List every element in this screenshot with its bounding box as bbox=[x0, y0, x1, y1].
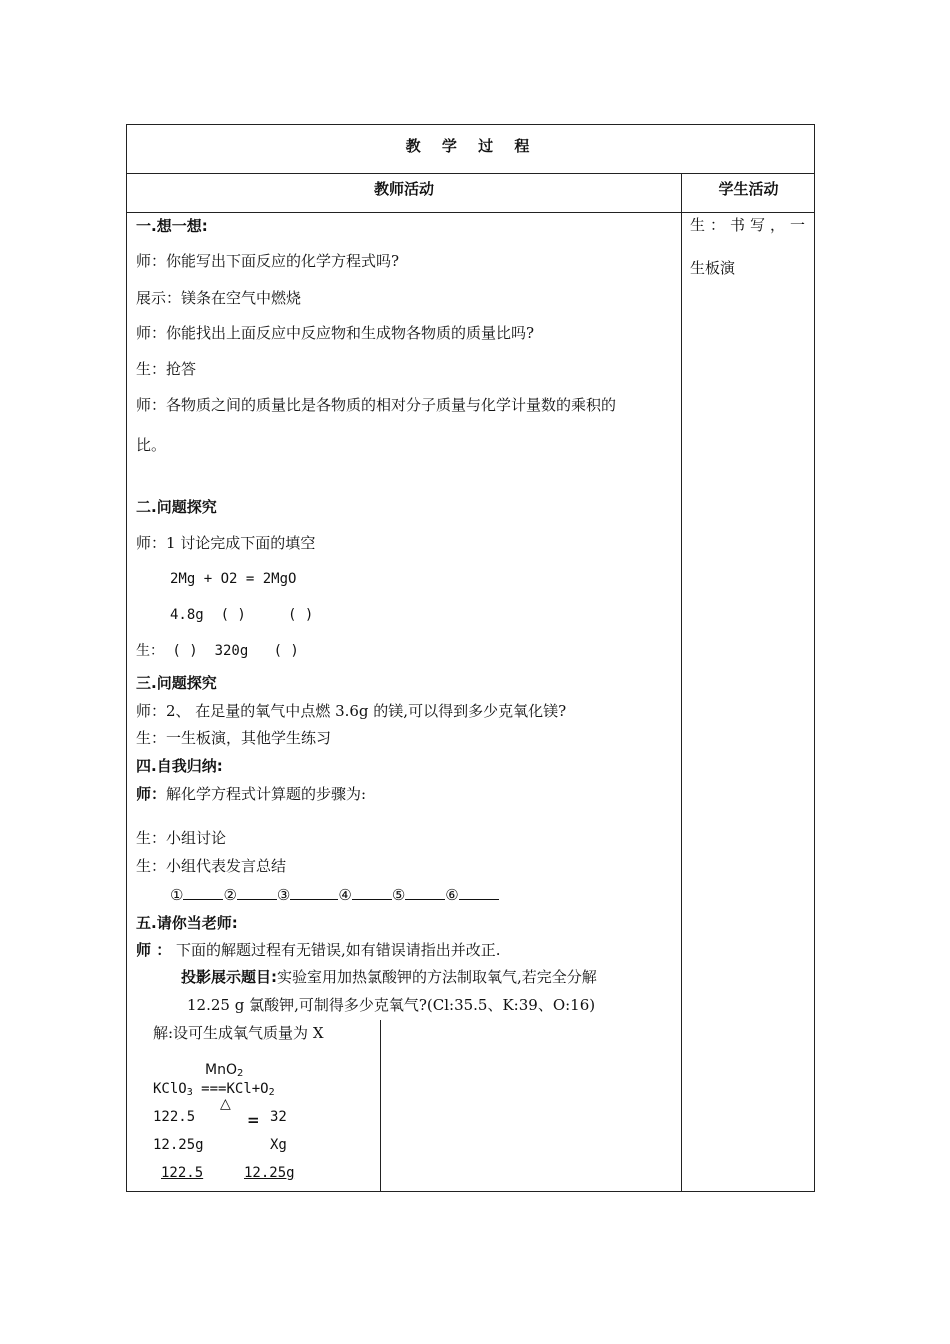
teacher-text: 解化学方程式计算题的步骤为: bbox=[166, 785, 367, 803]
ratio-value: 122.5 bbox=[161, 1165, 204, 1181]
step-marker: ① bbox=[170, 886, 184, 904]
solution-setup: 解:设可生成氧气质量为 X bbox=[153, 1024, 324, 1042]
text-line: 师：1 讨论完成下面的填空 bbox=[136, 534, 316, 552]
text-line: 展示：镁条在空气中燃烧 bbox=[136, 289, 302, 307]
ratio-value: 12.25g bbox=[244, 1165, 295, 1181]
teaching-process-table bbox=[126, 124, 815, 1192]
ratio-value: Xg bbox=[270, 1137, 287, 1153]
step-marker: ② bbox=[223, 886, 237, 904]
student-column-header: 学生活动 bbox=[718, 180, 779, 198]
blank-row: 生： ( ) 320g ( ) bbox=[136, 643, 299, 659]
section-heading: 一.想一想: bbox=[136, 217, 208, 235]
section-heading: 五.请你当老师: bbox=[136, 914, 238, 932]
ratio-value: 122.5 bbox=[153, 1109, 196, 1125]
text-line bbox=[136, 940, 501, 960]
text-line: 师：各物质之间的质量比是各物质的相对分子质量与化学计量数的乘积的 bbox=[136, 396, 617, 414]
text-line: 比。 bbox=[136, 436, 167, 454]
text-line: 生：小组讨论 bbox=[136, 829, 227, 847]
step-marker: ④ bbox=[338, 886, 352, 904]
teacher-text: 下面的解题过程有无错误,如有错误请指出并改正. bbox=[176, 941, 501, 959]
teacher-column-header: 教师活动 bbox=[373, 180, 434, 198]
catalyst-label: MnO$_2$ bbox=[205, 1062, 244, 1079]
header-divider bbox=[127, 212, 814, 213]
student-activity-line: 生板演 bbox=[690, 259, 736, 277]
reaction-equation: KClO$_3$ $===KCl+O_2$ bbox=[153, 1081, 275, 1098]
section-heading: 二.问题探究 bbox=[136, 498, 217, 516]
title-divider bbox=[127, 173, 814, 174]
step-marker: ⑥ bbox=[445, 886, 459, 904]
text-line: 生：小组代表发言总结 bbox=[136, 857, 287, 875]
section-heading: 三.问题探究 bbox=[136, 674, 217, 692]
task-text: 实验室用加热氯酸钾的方法制取氧气,若完全分解 bbox=[277, 968, 597, 986]
ratio-value: 32 bbox=[270, 1109, 287, 1125]
step-marker: ③ bbox=[276, 886, 291, 904]
task-line: 12.25 g 氯酸钾,可制得多少克氧气?(Cl:35.5、K:39、O:16) bbox=[187, 996, 596, 1014]
student-activity-line: 生：书写，一 bbox=[690, 216, 811, 234]
text-line: 师：2、 在足量的氧气中点燃 3.6g 的镁,可以得到多少克氧化镁? bbox=[136, 702, 567, 720]
task-label: 投影展示题目: bbox=[181, 968, 277, 986]
teacher-label: 师 ： bbox=[136, 941, 172, 959]
equation: 2Mg + O2 = 2MgO bbox=[170, 571, 297, 587]
step-marker: ⑤ bbox=[391, 886, 406, 904]
steps-blanks bbox=[170, 885, 499, 905]
heat-triangle: △ bbox=[220, 1096, 231, 1112]
section-heading: 四.自我归纳: bbox=[136, 757, 223, 775]
table-title: 教 学 过 程 bbox=[405, 137, 538, 155]
equals-sign: = bbox=[247, 1111, 260, 1129]
teacher-label: 师： bbox=[136, 785, 167, 803]
text-line: 师：你能写出下面反应的化学方程式吗? bbox=[136, 252, 400, 270]
column-divider bbox=[681, 173, 682, 1192]
solution-divider bbox=[380, 1020, 381, 1192]
ratio-value: 12.25g bbox=[153, 1137, 204, 1153]
text-line: 生：抢答 bbox=[136, 360, 197, 378]
text-line: 生：一生板演，其他学生练习 bbox=[136, 729, 332, 747]
task-line bbox=[181, 967, 597, 987]
text-line bbox=[136, 784, 366, 804]
text-line: 师：你能找出上面反应中反应物和生成物各物质的质量比吗? bbox=[136, 324, 535, 342]
blank-row: 4.8g ( ) ( ) bbox=[170, 607, 314, 623]
